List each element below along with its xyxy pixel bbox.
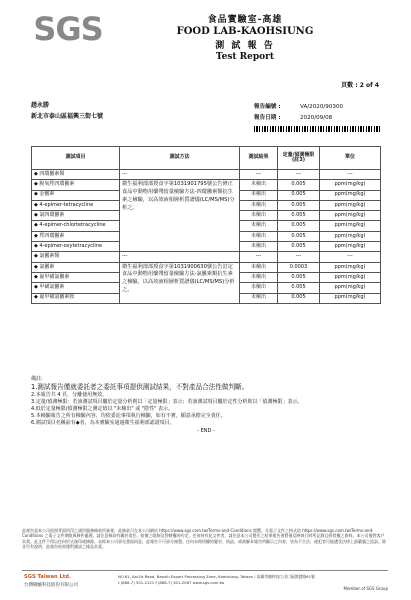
row-item: ◆ 甲磺氯黴素 [32, 283, 120, 293]
svg-text:SGS: SGS [33, 10, 103, 46]
report-date: 2020/09/08 [300, 115, 333, 121]
row-item: ◆ 氟甲磺氯黴素胺 [32, 293, 120, 303]
header-item: 測試項目 [32, 147, 120, 170]
end-marker: - END - [197, 428, 215, 434]
row-limit: 0.005 [278, 272, 320, 282]
customer-block [31, 100, 103, 122]
report-title-cn: 測 試 報 告 [215, 41, 275, 51]
row-limit: 0.005 [278, 283, 320, 293]
report-date-label: 報告日期 : [254, 115, 281, 121]
row-item: ◆ 氟甲磺氯黴素 [32, 272, 120, 282]
row-method: --- [120, 252, 240, 262]
row-result: 未檢出 [240, 262, 278, 272]
row-item: ◆ 4-epimer-oxytetracycline [32, 242, 120, 252]
row-unit: --- [320, 170, 381, 180]
row-item: ◆ 氯四環黴素 [32, 211, 120, 221]
row-unit: ppm(mg/kg) [320, 221, 381, 231]
row-result: 未檢出 [240, 211, 278, 221]
row-unit: ppm(mg/kg) [320, 180, 381, 190]
footer-divider [22, 570, 388, 571]
row-result: --- [240, 252, 278, 262]
results-table [31, 146, 381, 304]
row-unit: ppm(mg/kg) [320, 231, 381, 241]
row-limit: 0.0003 [278, 262, 320, 272]
header-result: 測試結果 [240, 147, 278, 170]
note-2: 2.本報告共 4 頁，分離使用無效。 [31, 392, 108, 398]
row-limit: 0.005 [278, 293, 320, 303]
row-item: ◆ 羥四環黴素 [32, 231, 120, 241]
row-limit: 0.005 [278, 221, 320, 231]
disclaimer: 此報告是本公司依照背面所印之通用服務條款所簽發，此條款可在本公司網站 https://www.sgs.com.tw/Terms-and-Conditions 閱覽，凡電子文件之格式依 https://www.sgs.com.tw/Terms-and-Conditions 之電子文件期限與條件處理。請注意條款有關於責任、賠償之限制及管轄權的約定。任何持有此文件者，請注意本公司製作之結果報告書將僅反映執行時所記錄且經授權之資料。本公司僅對客戶負責。此文件不得以任何形式複印或摘錄，未經本公司事先書面同意，此報告不可部分複製。任何未經授權的變更、偽造、或曲解本報告所顯示之內容，皆為不合法，違犯者可能遭受法律上最嚴厲之追訴。除非另有說明，此報告結果僅對測試之樣品負責。 [22, 528, 386, 550]
report-title-en: Test Report [215, 52, 275, 62]
row-unit: ppm(mg/kg) [320, 283, 381, 293]
footer-member: Member of SGS Group [343, 586, 388, 591]
page-number: 頁數 : 2 of 4 [341, 82, 379, 89]
note-5: 5.本檢驗報告之所有檢驗內容，均依委託事項執行檢驗，如有不實，願意承擔完全責任。 [31, 413, 226, 419]
note-1: 1.測試報告僅就委託者之委託事項提供測試結果，不對產品合法性做判斷。 [31, 383, 249, 391]
customer-address: 新北市泰山區福興三街七號 [31, 113, 104, 120]
row-limit: 0.005 [278, 242, 320, 252]
lab-name-en: FOOD LAB-KAOHSIUNG [176, 26, 314, 37]
header-unit: 單位 [320, 147, 381, 170]
table-row [32, 180, 381, 190]
row-unit: --- [320, 252, 381, 262]
row-limit: 0.005 [278, 211, 320, 221]
row-result: 未檢出 [240, 180, 278, 190]
notes-title: 備註: [31, 376, 43, 382]
row-unit: ppm(mg/kg) [320, 242, 381, 252]
row-limit: 0.005 [278, 190, 320, 200]
note-6: 6.測試項目名稱前有◆者，為本實驗室通過衛生福利部認證項目。 [31, 420, 175, 426]
note-4: 4.低於定量極限/偵測極限之測定值以 "未檢出" 或 "陰性" 表示。 [31, 406, 174, 412]
customer-name: 趙永勝 [31, 102, 50, 109]
report-no-label: 報告編號 : [254, 104, 281, 110]
row-unit: ppm(mg/kg) [320, 200, 381, 210]
row-result: 未檢出 [240, 283, 278, 293]
row-result: 未檢出 [240, 221, 278, 231]
row-method: 衛生福利部部授食字第1031901795號公告修正食品中動物用藥殘留量檢驗方法-四環黴素類抗生素之檢驗，以高效液相層析質譜儀(LC/MS/MS)分析之。 [120, 180, 240, 252]
footer-address [118, 574, 318, 585]
row-item: ◆ 氯黴素類 [32, 252, 120, 262]
row-limit: --- [278, 252, 320, 262]
footer-phone: t (886-7) 301-2121 f (886-7) 301-2067 www.sgs.com.tw [118, 579, 225, 585]
row-item: ◆ 氯黴素 [32, 262, 120, 272]
table-header-row [32, 147, 381, 170]
row-item: ◆ 4-epimer-chlortetracycline [32, 221, 120, 231]
lab-name-cn: 食品實驗室-高雄 [207, 15, 283, 25]
table-row [32, 262, 381, 272]
lab-header [140, 12, 350, 62]
row-result: 未檢出 [240, 200, 278, 210]
row-result: 未檢出 [240, 293, 278, 303]
row-limit: 0.005 [278, 231, 320, 241]
row-limit: 0.005 [278, 200, 320, 210]
row-unit: ppm(mg/kg) [320, 211, 381, 221]
row-result: --- [240, 170, 278, 180]
row-result: 未檢出 [240, 272, 278, 282]
footer-address-line: NO.61, Kai-Fa Road, Nanzih Export Processing Zone, Kaohsiung, Taiwan / 高雄市楠梓加工出口區開發路61號 [118, 574, 315, 579]
row-unit: ppm(mg/kg) [320, 262, 381, 272]
row-unit: ppm(mg/kg) [320, 272, 381, 282]
row-method: 衛生福利部部授食字第1031900630號公告訂定食品中動物用藥殘留量檢驗方法-氯黴素類抗生素之檢驗，以高效液相層析質譜儀(LC/MS/MS)分析之。 [120, 262, 240, 303]
report-no: VA/2020/90300 [300, 104, 344, 110]
sgs-logo [30, 10, 106, 46]
footer-company-cn: 台灣檢驗科技股份有限公司 [24, 583, 78, 588]
row-item: ◆ 金黴素 [32, 190, 120, 200]
row-result: 未檢出 [240, 231, 278, 241]
report-info [254, 102, 343, 124]
row-unit: ppm(mg/kg) [320, 293, 381, 303]
row-method: --- [120, 170, 240, 180]
footer-company: SGS Taiwan Ltd. [24, 574, 71, 580]
note-3: 3.定量/偵測極限：若該測試項目屬於定量分析則以「定量極限」表示；若該測試項目屬於定性分析則以「偵測極限」表示。 [31, 399, 303, 405]
row-limit: --- [278, 170, 320, 180]
row-result: 未檢出 [240, 190, 278, 200]
row-item: ◆ 四環黴素類 [32, 170, 120, 180]
notes [31, 376, 381, 435]
header-method: 測試方法 [120, 147, 240, 170]
row-result: 未檢出 [240, 242, 278, 252]
row-item: ◆ 脫氧羥四環黴素 [32, 180, 120, 190]
row-item: ◆ 4-epimer-tetracycline [32, 200, 120, 210]
header-limit: 定量/偵測極限(註3) [278, 147, 320, 170]
table-row [32, 252, 381, 262]
row-limit: 0.005 [278, 180, 320, 190]
row-unit: ppm(mg/kg) [320, 190, 381, 200]
barcode [254, 126, 380, 132]
table-row [32, 170, 381, 180]
